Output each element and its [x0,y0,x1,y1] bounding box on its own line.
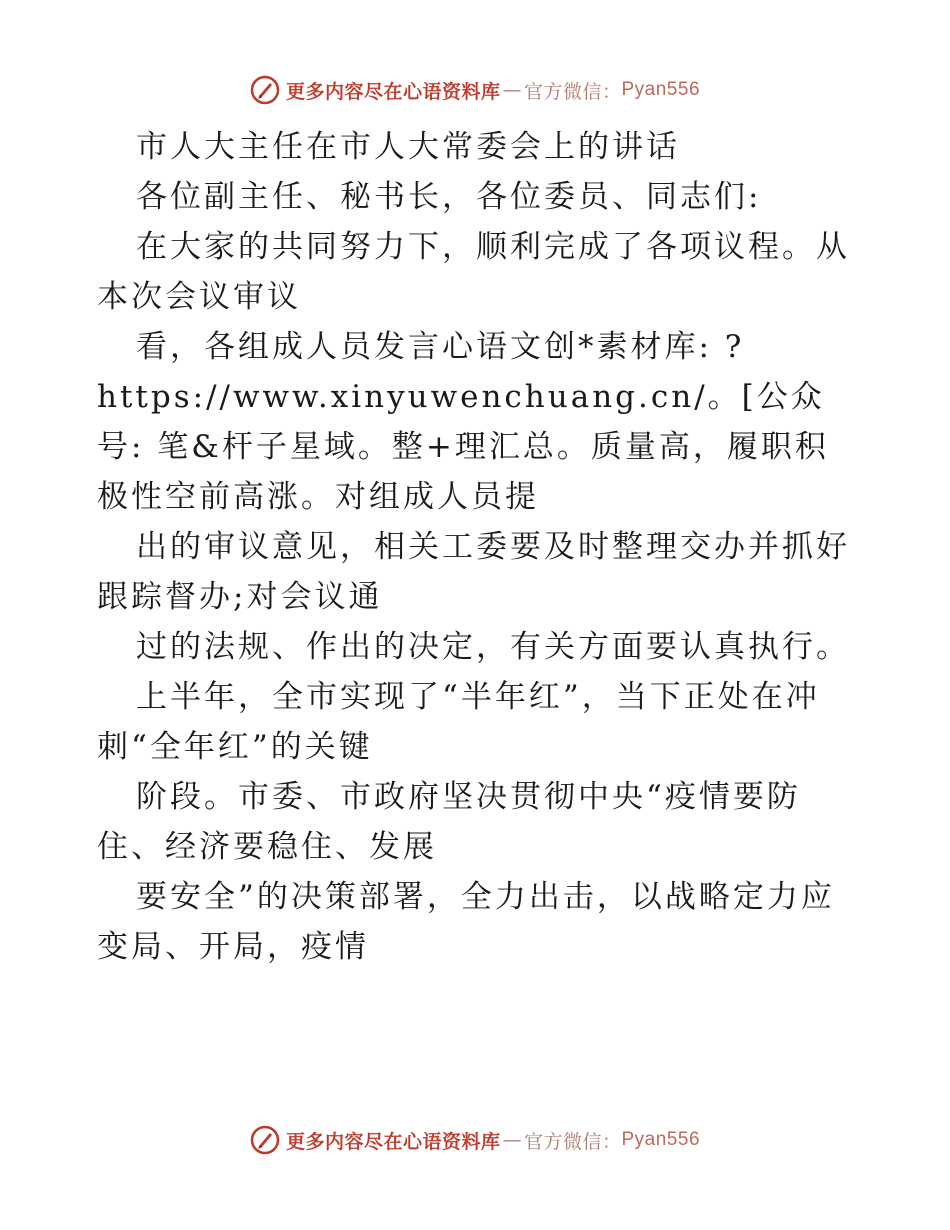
document-body [97,122,857,972]
banner-wechat-label: 官方微信： [523,80,622,103]
paragraph: 要安全”的决策部署，全力出击，以战略定力应变局、开局，疫情 [97,879,835,965]
banner-wechat-label: 官方微信： [523,1130,622,1153]
banner-wechat-id: Pyan556 [621,79,701,100]
banner-brand: 更多内容尽在心语资料库 [285,1130,501,1153]
quill-logo-icon [250,1125,280,1155]
paragraph: 阶段。市委、市政府坚决贯彻中央“疫情要防住、经济要稳住、发展 [97,779,801,865]
paragraph: 上半年，全市实现了“半年红”，当下正处在冲刺“全年红”的关键 [97,679,820,765]
banner-brand: 更多内容尽在心语资料库 [285,80,501,103]
paragraph: 过的法规、作出的决定，有关方面要认真执行。 [136,629,850,665]
header-banner [0,70,950,110]
footer-banner [0,1120,950,1160]
paragraph: https://www.xinyuwenchuang.cn/。[公众号: 笔&杆子星域。整+理汇总。质量高，履职积极性空前高涨。对组成人员提 [97,379,829,515]
banner-dash: — [502,1129,522,1151]
salutation: 各位副主任、秘书长，各位委员、同志们: [136,179,762,215]
paragraph: 出的审议意见，相关工委要及时整理交办并抓好跟踪督办;对会议通 [97,529,850,615]
banner-dash: — [502,79,522,101]
paragraph: 看，各组成人员发言心语文创*素材库: ? [136,329,745,365]
quill-logo-icon [250,75,280,105]
banner-wechat-id: Pyan556 [621,1129,701,1150]
document-title: 市人大主任在市人大常委会上的讲话 [136,129,680,165]
paragraph: 在大家的共同努力下，顺利完成了各项议程。从本次会议审议 [97,229,850,315]
